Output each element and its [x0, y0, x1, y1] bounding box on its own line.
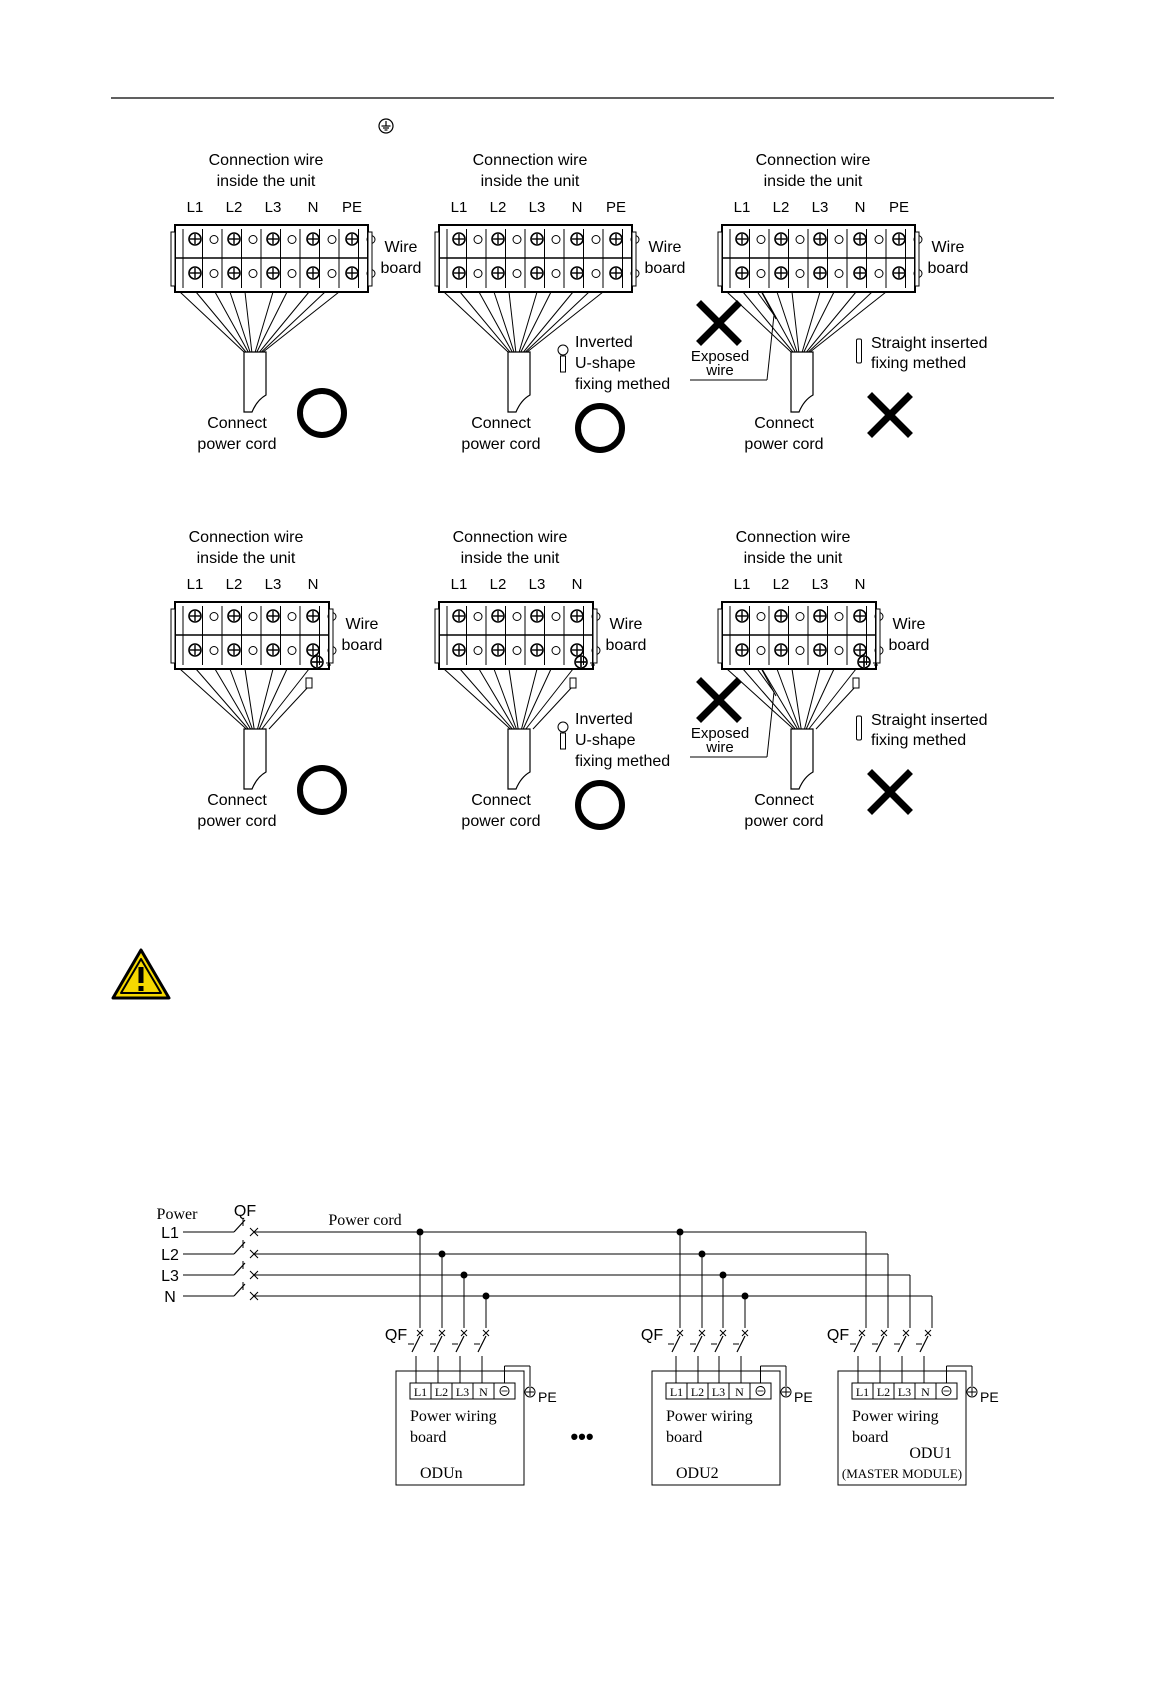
correct-mark-icon: [578, 406, 622, 450]
board-label: Power wiring: [852, 1408, 939, 1425]
wiring-panel: [690, 152, 988, 453]
fixing-method-label: Straight inserted: [871, 712, 988, 729]
pe-ground-icon: [967, 1387, 977, 1397]
block-bracket: [718, 232, 722, 286]
cord-conductor: [809, 669, 856, 729]
panel-title: Connection wire: [755, 152, 871, 169]
fixing-method-label: Straight inserted: [871, 335, 988, 352]
supply-line-label: N: [164, 1289, 176, 1306]
panel-subtitle: inside the unit: [196, 550, 296, 567]
terminal-label: L3: [528, 576, 546, 593]
unit-breaker-x: [881, 1330, 887, 1336]
cord-conductor: [245, 292, 252, 352]
unit-qf-label: QF: [384, 1327, 408, 1344]
cord-conductor: [262, 669, 309, 729]
terminal-label: L3: [811, 199, 829, 216]
wire-board-label: Wire: [648, 239, 682, 256]
odu-name: ODUn: [420, 1465, 463, 1482]
terminal-label: L1: [733, 576, 751, 593]
wire-board-label: Wire: [892, 616, 926, 633]
panel-subtitle: inside the unit: [216, 173, 316, 190]
cord-label: power cord: [461, 436, 541, 453]
pe-label: PE: [980, 1389, 999, 1405]
wrong-mark-icon: [872, 397, 908, 433]
earth-lead: [269, 686, 309, 729]
wire-board-label: board: [888, 637, 930, 654]
cord-conductor: [762, 292, 795, 352]
power-label: Power: [156, 1206, 198, 1223]
block-bracket: [329, 609, 333, 663]
power-cord-sheath: [508, 729, 530, 789]
cord-conductor: [460, 292, 510, 352]
ground-symbol-icon: [379, 119, 393, 133]
unit-breaker-x: [439, 1330, 445, 1336]
wrong-mark-icon: [872, 774, 908, 810]
terminal-label: PE: [605, 199, 627, 216]
cord-conductor: [777, 292, 797, 352]
terminal-cell-label: L3: [897, 1385, 912, 1399]
terminal-label: L1: [733, 199, 751, 216]
block-bracket: [593, 609, 597, 663]
supply-line-label: L3: [161, 1268, 179, 1285]
board-label: Power wiring: [666, 1408, 753, 1425]
terminal-cell-label: L2: [690, 1385, 705, 1399]
cord-conductor: [521, 292, 551, 352]
power-cord-sheath: [244, 352, 266, 412]
cord-conductor: [196, 292, 246, 352]
exposed-wire-label: wire: [706, 739, 734, 756]
supply-line-label: L1: [161, 1225, 179, 1242]
unit-breaker-x: [859, 1330, 865, 1336]
terminal-cell-label: N: [921, 1385, 930, 1399]
exposed-strand: [762, 670, 776, 696]
cord-conductor: [479, 292, 512, 352]
terminal-label: L2: [772, 199, 790, 216]
cord-conductor: [230, 292, 250, 352]
cord-conductor: [196, 669, 248, 729]
cord-conductor: [261, 292, 325, 352]
exposed-leader: [767, 692, 774, 757]
power-cord-sheath: [791, 352, 813, 412]
correct-mark-icon: [578, 783, 622, 827]
cord-conductor: [743, 292, 793, 352]
odu-name: ODU2: [676, 1465, 719, 1482]
cord-conductor: [180, 292, 244, 352]
odu-subname: (MASTER MODULE): [841, 1466, 963, 1481]
terminal-label: N: [854, 576, 866, 593]
warning-icon: [113, 950, 169, 998]
unit-breaker-x: [925, 1330, 931, 1336]
unit-breaker-x: [720, 1330, 726, 1336]
panel-subtitle: inside the unit: [743, 550, 843, 567]
terminal-label: N: [571, 199, 583, 216]
power-cord-label: Power cord: [328, 1212, 402, 1229]
block-bracket: [368, 232, 372, 286]
supply-line-label: L2: [161, 1247, 179, 1264]
power-schematic: [157, 1203, 999, 1485]
wire-board-label: board: [341, 637, 383, 654]
block-bracket: [915, 232, 919, 286]
straight-lug-icon: [857, 339, 862, 363]
block-bracket: [718, 609, 722, 663]
terminal-label: N: [854, 199, 866, 216]
unit-breaker-x: [417, 1330, 423, 1336]
block-bracket: [632, 232, 636, 286]
earth-lug: [570, 678, 576, 688]
terminal-label: L1: [186, 199, 204, 216]
wire-board-label: Wire: [931, 239, 965, 256]
block-bracket: [171, 609, 175, 663]
unit-qf-label: QF: [826, 1327, 850, 1344]
cord-conductor: [743, 669, 795, 729]
cord-label: Connect: [471, 792, 531, 809]
earth-lug: [853, 678, 859, 688]
panel-subtitle: inside the unit: [763, 173, 863, 190]
exposed-wire-label: Exposed: [690, 725, 750, 742]
block-bracket: [171, 232, 175, 286]
cord-conductor: [180, 669, 246, 729]
u-shape-lug-icon: [558, 722, 568, 749]
odu-name: ODU1: [909, 1445, 952, 1462]
earth-lug: [306, 678, 312, 688]
wire-board-label: Wire: [384, 239, 418, 256]
board-label: board: [852, 1429, 889, 1446]
u-shape-lug-icon: [558, 345, 568, 372]
block-bracket: [876, 609, 880, 663]
main-qf-label: QF: [233, 1203, 257, 1220]
fixing-method-label: fixing methed: [871, 732, 967, 749]
wiring-panel: [171, 529, 382, 830]
terminal-label: L2: [225, 199, 243, 216]
earth-lead: [816, 686, 856, 729]
cord-conductor: [792, 669, 801, 729]
cord-conductor: [215, 669, 251, 729]
terminal-cell-label: L2: [434, 1385, 449, 1399]
correct-mark-icon: [300, 391, 344, 435]
terminal-label: L2: [489, 199, 507, 216]
lug-barrel: [561, 356, 566, 372]
pe-ground-icon: [781, 1387, 791, 1397]
cord-conductor: [523, 669, 551, 729]
pe-ground-icon: [525, 1387, 535, 1397]
cord-conductor: [444, 292, 508, 352]
unit-breaker-x: [903, 1330, 909, 1336]
wire-board-label: board: [644, 260, 686, 277]
unit-breaker-x: [483, 1330, 489, 1336]
lug-ring: [558, 345, 568, 355]
cord-conductor: [806, 669, 834, 729]
straight-lug-icon: [857, 716, 862, 740]
terminal-label: L1: [450, 576, 468, 593]
pe-label: PE: [794, 1389, 813, 1405]
terminal-label: L2: [772, 576, 790, 593]
terminal-label: L1: [186, 576, 204, 593]
odu-unit: [385, 1229, 557, 1486]
fixing-method-label: fixing methed: [871, 355, 967, 372]
terminal-label: N: [307, 199, 319, 216]
fixing-method-label: fixing methed: [575, 376, 671, 393]
wiring-panel: [435, 529, 670, 830]
cord-conductor: [804, 292, 834, 352]
pe-label: PE: [538, 1389, 557, 1405]
cord-conductor: [509, 292, 516, 352]
cord-label: power cord: [744, 436, 824, 453]
cord-conductor: [805, 669, 820, 729]
earth-lead: [533, 686, 573, 729]
unit-breaker-x: [699, 1330, 705, 1336]
cord-conductor: [808, 292, 872, 352]
wire-board-label: board: [927, 260, 969, 277]
panel-title: Connection wire: [188, 529, 304, 546]
panel-title: Connection wire: [472, 152, 588, 169]
power-cord-sheath: [508, 352, 530, 412]
units-ellipsis: •••: [570, 1424, 594, 1449]
cord-label: Connect: [754, 792, 814, 809]
terminal-cell-label: N: [735, 1385, 744, 1399]
cord-label: Connect: [471, 415, 531, 432]
lug-ring: [558, 722, 568, 732]
cord-label: power cord: [461, 813, 541, 830]
cord-conductor: [259, 669, 287, 729]
exposed-wire-wrong-icon: [701, 305, 737, 341]
terminal-label: N: [571, 576, 583, 593]
unit-breaker-x: [677, 1330, 683, 1336]
block-bracket: [435, 232, 439, 286]
terminal-label: L3: [264, 199, 282, 216]
unit-breaker-x: [461, 1330, 467, 1336]
wire-board-label: Wire: [345, 616, 379, 633]
terminal-cell-label: L1: [413, 1385, 428, 1399]
terminal-label: L3: [264, 576, 282, 593]
cord-conductor: [792, 292, 799, 352]
cord-conductor: [460, 669, 512, 729]
terminal-label: N: [307, 576, 319, 593]
unit-breaker-x: [742, 1330, 748, 1336]
fixing-method-label: U-shape: [575, 732, 636, 749]
wiring-panel: [690, 529, 988, 830]
exposed-strand: [762, 293, 776, 319]
lug-barrel: [561, 733, 566, 749]
board-label: Power wiring: [410, 1408, 497, 1425]
cord-conductor: [444, 669, 510, 729]
wire-board-label: board: [605, 637, 647, 654]
cord-label: power cord: [744, 813, 824, 830]
terminal-label: L1: [450, 199, 468, 216]
cord-conductor: [257, 292, 287, 352]
wiring-panel: [171, 152, 421, 453]
cord-conductor: [762, 669, 798, 729]
panel-title: Connection wire: [735, 529, 851, 546]
fixing-method-label: Inverted: [575, 711, 633, 728]
exposed-wire-label: Exposed: [690, 348, 750, 365]
terminal-cell-label: N: [479, 1385, 488, 1399]
wire-board-label: Wire: [609, 616, 643, 633]
terminal-label: L3: [528, 199, 546, 216]
cord-conductor: [245, 669, 254, 729]
odu-unit: [641, 1229, 813, 1486]
wiring-panel: [435, 152, 685, 453]
cord-conductor: [479, 669, 515, 729]
terminal-cell-label: L2: [876, 1385, 891, 1399]
board-label: board: [666, 1429, 703, 1446]
terminal-cell-label: L3: [711, 1385, 726, 1399]
cord-conductor: [494, 292, 514, 352]
power-cord-sheath: [244, 729, 266, 789]
cord-conductor: [509, 669, 518, 729]
cord-conductor: [522, 669, 537, 729]
fixing-method-label: U-shape: [575, 355, 636, 372]
correct-mark-icon: [300, 768, 344, 812]
terminal-cell-label: L1: [669, 1385, 684, 1399]
terminal-cell-label: L1: [855, 1385, 870, 1399]
unit-qf-label: QF: [640, 1327, 664, 1344]
panel-subtitle: inside the unit: [460, 550, 560, 567]
cord-label: Connect: [207, 792, 267, 809]
terminal-label: L3: [811, 576, 829, 593]
exposed-wire-label: wire: [706, 362, 734, 379]
cord-conductor: [526, 669, 573, 729]
panel-title: Connection wire: [452, 529, 568, 546]
panel-subtitle: inside the unit: [480, 173, 580, 190]
odu-unit: [827, 1327, 999, 1485]
terminal-label: L2: [225, 576, 243, 593]
cord-conductor: [258, 669, 273, 729]
fixing-method-label: fixing methed: [575, 753, 671, 770]
power-cord-sheath: [791, 729, 813, 789]
fixing-method-label: Inverted: [575, 334, 633, 351]
panel-title: Connection wire: [208, 152, 324, 169]
cord-label: power cord: [197, 436, 277, 453]
block-bracket: [435, 609, 439, 663]
terminal-cell-label: L3: [455, 1385, 470, 1399]
cord-label: Connect: [754, 415, 814, 432]
terminal-label: L2: [489, 576, 507, 593]
exposed-wire-wrong-icon: [701, 682, 737, 718]
terminal-label: PE: [888, 199, 910, 216]
cord-label: power cord: [197, 813, 277, 830]
board-label: board: [410, 1429, 447, 1446]
cord-conductor: [215, 292, 248, 352]
terminal-label: PE: [341, 199, 363, 216]
cord-label: Connect: [207, 415, 267, 432]
wire-board-label: board: [380, 260, 422, 277]
